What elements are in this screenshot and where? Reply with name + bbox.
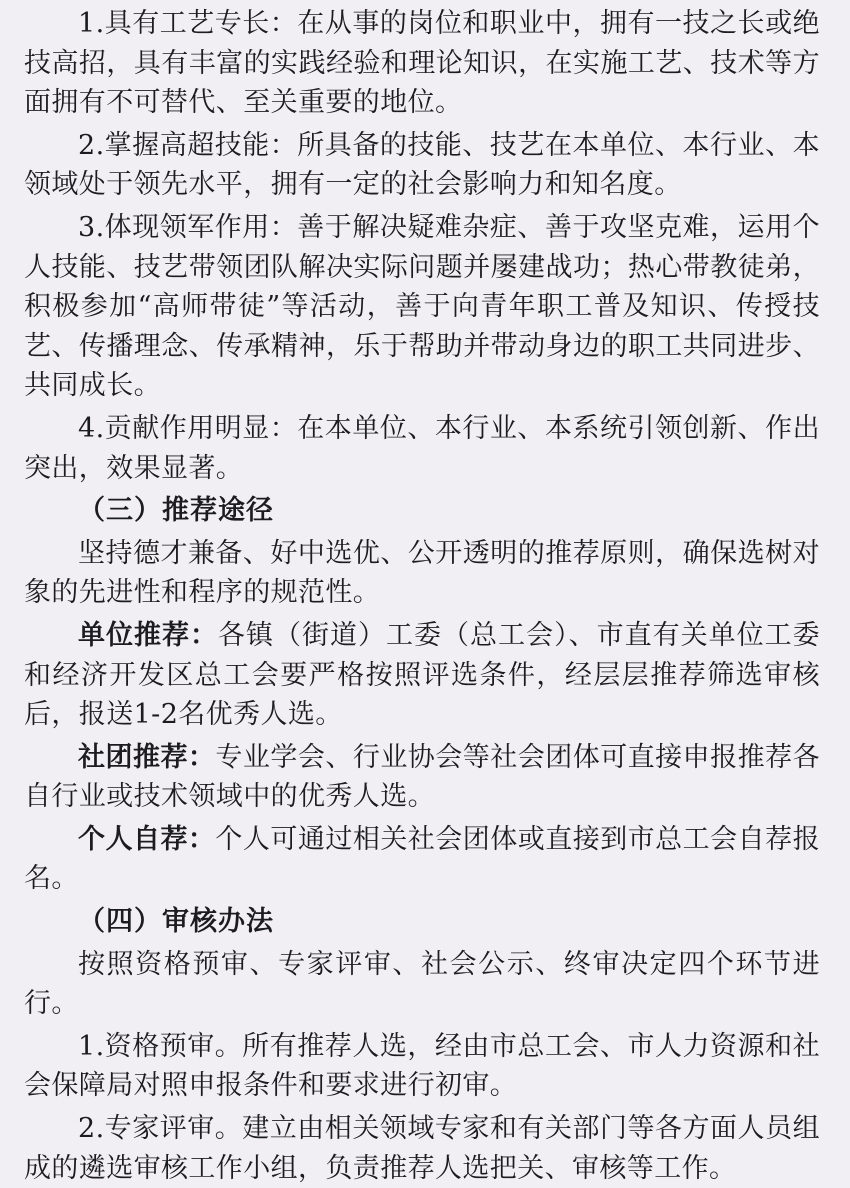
self-recommendation-lead: 个人自荐： (78, 823, 216, 855)
society-recommendation-lead: 社团推荐： (78, 741, 216, 773)
society-recommendation (24, 738, 820, 817)
review-overview: 按照资格预审、专家评审、社会公示、终审决定四个环节进行。 (24, 948, 820, 1020)
criterion-leading-role: 3.体现领军作用：善于解决疑难杂症、善于攻坚克难，运用个人技能、技艺带领团队解决实际问题并屡建战功；热心带教徒弟，积极参加“高师带徒”等活动，善于向青年职工普及知识、传授技艺、传播理念、传承精神，乐于帮助并带动身边的职工共同进步、共同成长。 (24, 211, 820, 402)
unit-recommendation-lead: 单位推荐： (78, 619, 219, 651)
criterion-craft-expertise: 1.具有工艺专长：在从事的岗位和职业中，拥有一技之长或绝技高招，具有丰富的实践经验和理论知识，在实施工艺、技术等方面拥有不可替代、至关重要的地位。 (24, 8, 820, 119)
unit-recommendation (24, 616, 820, 735)
section-heading-review: （四）审核办法 (78, 906, 274, 938)
section-heading-recommendation: （三）推荐途径 (78, 495, 274, 527)
criterion-contribution: 4.贡献作用明显：在本单位、本行业、本系统引领创新、作出突出，效果显著。 (24, 412, 820, 484)
society-recommendation-body: 专业学会、行业协会等社会团体可直接申报推荐各自行业或技术领域中的优秀人选。 (24, 741, 820, 813)
criterion-high-skill: 2.掌握高超技能：所具备的技能、技艺在本单位、本行业、本领域处于领先水平，拥有一定的社会影响力和知名度。 (24, 129, 820, 201)
review-step-qualification: 1.资格预审。所有推荐人选，经由市总工会、市人力资源和社会保障局对照申报条件和要求进行初审。 (24, 1030, 820, 1102)
self-recommendation-body: 个人可通过相关社会团体或直接到市总工会自荐报名。 (24, 823, 820, 895)
review-step-expert: 2.专家评审。建立由相关领域专家和有关部门等各方面人员组成的遴选审核工作小组，负责推荐人选把关、审核等工作。 (24, 1113, 820, 1184)
unit-recommendation-body: 各镇（街道）工委（总工会）、市直有关单位工委和经济开发区总工会要严格按照评选条件，经层层推荐筛选审核后，报送1-2名优秀人选。 (24, 619, 821, 731)
recommendation-principle: 坚持德才兼备、好中选优、公开透明的推荐原则，确保选树对象的先进性和程序的规范性。 (24, 537, 820, 609)
self-recommendation (24, 820, 820, 899)
